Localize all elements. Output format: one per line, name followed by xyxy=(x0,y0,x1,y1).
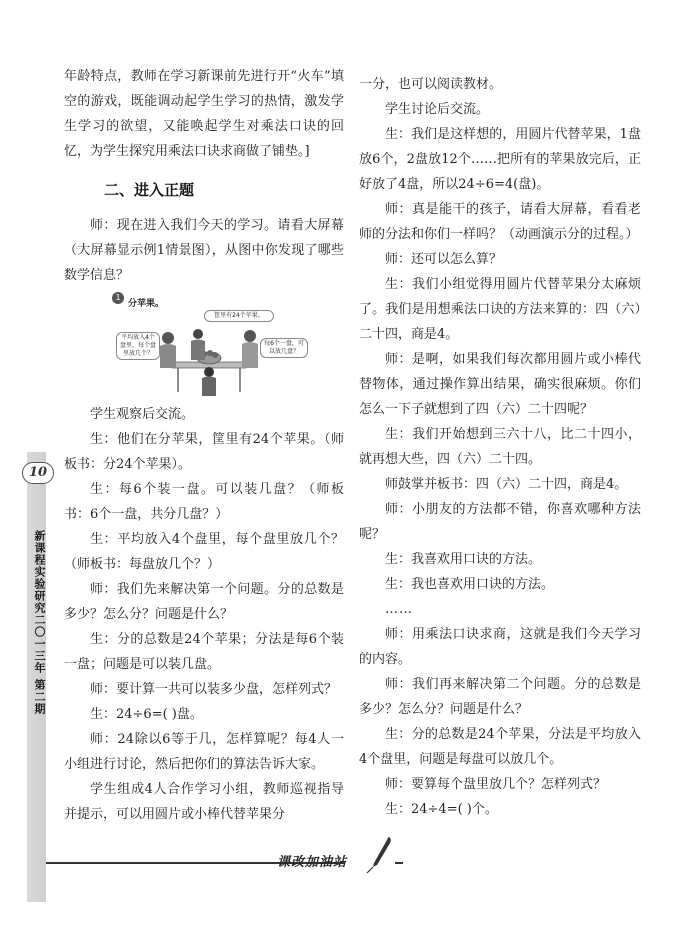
paragraph: 生：我喜欢用口诀的方法。 xyxy=(385,552,542,567)
speech-bubble: 平均放入4个盘里，每个盘里放几个？ xyxy=(116,332,160,360)
paragraph: 师：小朋友的方法都不错，你喜欢哪种方法呢？ xyxy=(359,502,641,542)
paragraph: 生：他们在分苹果，筐里有24个苹果。（师板书：分24个苹果）。 xyxy=(64,432,344,472)
paragraph: 学生观察后交流。 xyxy=(90,407,195,422)
paragraph: 学生组成4人合作学习小组，教师巡视指导并提示，可以用圆片或小棒代替苹果分 xyxy=(64,782,344,822)
paragraph: 师：要算每个盘里放几个？怎样列式？ xyxy=(385,777,607,792)
ellipsis: …… xyxy=(385,602,413,617)
paragraph: 师：我们先来解决第一个问题。分的总数是多少？怎么分？问题是什么？ xyxy=(64,582,344,622)
paragraph: 生：我们是这样想的，用圆片代替苹果，1盘放6个，2盘放12个……把所有的苹果放完后，正好放了4盘，所以24÷6=4(盘)。 xyxy=(359,127,641,192)
children-sharing-apples-illustration xyxy=(154,312,264,396)
footer-rule xyxy=(395,862,403,864)
paragraph: 师：用乘法口诀求商，这就是我们今天学习的内容。 xyxy=(359,627,641,667)
footer-section-label: 课改加油站 xyxy=(277,855,348,870)
right-column xyxy=(359,72,641,822)
pen-icon xyxy=(365,835,395,875)
page-number: 10 xyxy=(22,462,54,484)
paragraph: 生：平均放入4个盘里，每个盘里放几个？（师板书：每盘放几个？） xyxy=(64,532,344,572)
paragraph: 年龄特点，教师在学习新课前先进行开“火车”填空的游戏，既能调动起学生学习的热情，激发学生学习的欲望，又能唤起学生对乘法口诀的回忆，为学生探究用乘法口诀求商做了铺垫。] xyxy=(64,69,344,159)
paragraph: 一分，也可以阅读教材。 xyxy=(359,77,503,92)
paragraph: 生：24÷6=( )盘。 xyxy=(90,707,203,722)
figure-number-badge: 1 xyxy=(112,292,124,304)
paragraph: 师：要计算一共可以装多少盘，怎样列式？ xyxy=(90,682,338,697)
paragraph: 师：还可以怎么算？ xyxy=(385,252,503,267)
paragraph: 生：每6个装一盘。可以装几盘？（师板书：6个一盘，共分几盘？） xyxy=(64,482,344,522)
lesson-illustration xyxy=(64,292,344,396)
paragraph: 师：我们再来解决第二个问题。分的总数是多少？怎么分？问题是什么？ xyxy=(359,677,641,717)
paragraph: 师：是啊，如果我们每次都用圆片或小棒代替物体，通过操作算出结果，确实很麻烦。你们怎么一下子就想到了四（六）二十四呢？ xyxy=(359,352,641,417)
paragraph: 师鼓掌并板书：四（六）二十四，商是4。 xyxy=(385,477,628,492)
paragraph: 生：我们开始想到三六十八，比二十四小，就再想大些，四（六）二十四。 xyxy=(359,427,641,467)
paragraph: 生：我也喜欢用口诀的方法。 xyxy=(385,577,555,592)
journal-issue: 二〇一三年 第二期 xyxy=(33,614,46,715)
left-column xyxy=(64,64,344,827)
paragraph: 师：现在进入我们今天的学习。请看大屏幕（大屏幕显示例1情景图），从图中你发现了哪些数学信息？ xyxy=(64,218,344,283)
paragraph: 生：24÷4=( )个。 xyxy=(385,802,498,817)
journal-name: 新课程实验研究 xyxy=(33,530,46,614)
section-heading: 二、进入正题 xyxy=(104,181,195,199)
figure-title: 分苹果。 xyxy=(128,299,165,309)
paragraph: 生：我们小组觉得用圆片代替苹果分太麻烦了。我们是用想乘法口诀的方法来算的：四（六）二十四，商是4。 xyxy=(359,277,641,342)
paragraph: 学生讨论后交流。 xyxy=(385,102,490,117)
speech-bubble: 每6个一盘，可以放几盘？ xyxy=(260,338,308,358)
paragraph: 师：真是能干的孩子，请看大屏幕，看看老师的分法和你们一样吗？（动画演示分的过程。） xyxy=(359,202,641,242)
paragraph: 生：分的总数是24个苹果，分法是平均放入4个盘里，问题是每盘可以放几个。 xyxy=(359,727,641,767)
speech-bubble: 筐里有24个苹果。 xyxy=(204,310,274,322)
paragraph: 师：24除以6等于几，怎样算呢？每4人一小组进行讨论，然后把你们的算法告诉大家。 xyxy=(64,732,344,772)
paragraph: 生：分的总数是24个苹果；分法是每6个装一盘；问题是可以装几盘。 xyxy=(64,632,344,672)
